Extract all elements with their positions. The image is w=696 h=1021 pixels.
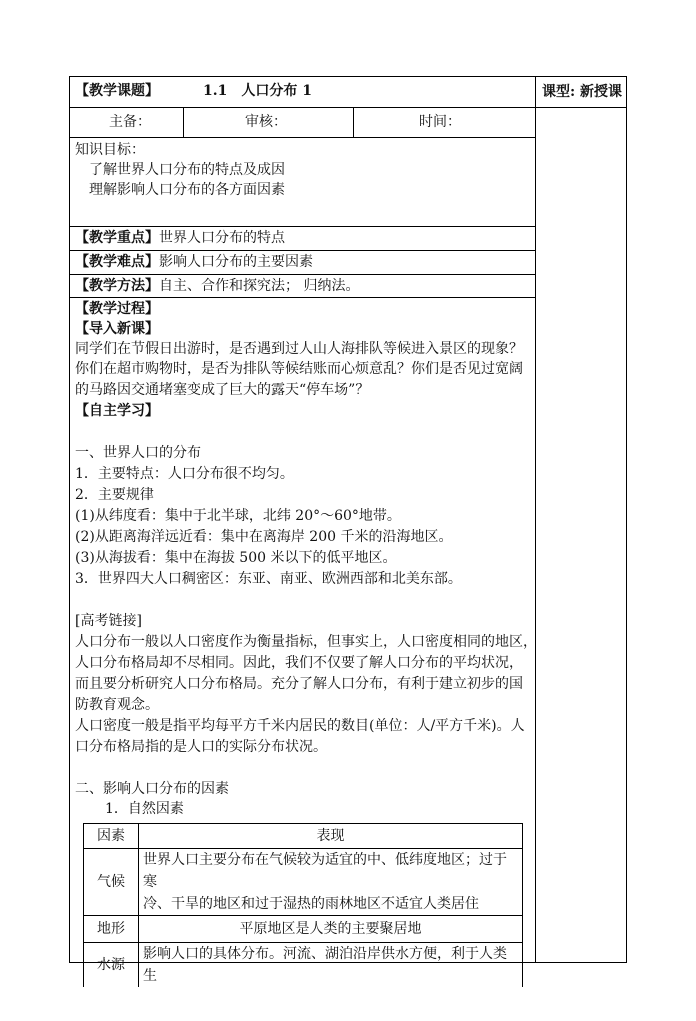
objectives-heading: 知识目标： [75, 142, 145, 158]
header-factor: 因素 [84, 824, 139, 849]
objective-item: 了解世界人口分布的特点及成因 [89, 162, 285, 178]
lesson-type: 课型: 新授课 [542, 84, 623, 100]
s1-line: (1)从纬度看：集中于北半球，北纬 20°～60°地带。 [75, 508, 401, 524]
description-line: 世界人口主要分布在气候较为适宜的中、低纬度地区；过于寒 [143, 852, 507, 890]
header-performance: 表现 [139, 824, 523, 849]
method-row [75, 276, 359, 296]
table-row [84, 916, 523, 943]
s1-line: (2)从距离海洋远近看：集中在离海岸 200 千米的沿海地区。 [75, 529, 453, 545]
method-text: 自主、合作和探究法； 归纳法。 [159, 278, 360, 294]
table-row [84, 943, 523, 988]
staff-divider-1 [183, 107, 184, 137]
lesson-title: 1.1 人口分布 1 [203, 83, 312, 99]
link-line: 人口密度一般是指平均每平方千米内居民的数目(单位：人/平方千米)。人 [75, 718, 525, 734]
row-line-2 [69, 137, 536, 138]
objective-item: 理解影响人口分布的各方面因素 [89, 182, 285, 198]
method-label: 【教学方法】 [75, 278, 159, 294]
link-line: 防教育观念。 [75, 697, 159, 713]
staff-divider-2 [353, 107, 354, 137]
link-line: 而且要分析研究人口分布格局。充分了解人口分布，有利于建立初步的国 [75, 676, 523, 692]
factor-table [83, 823, 523, 987]
section1-heading: 一、世界人口的分布 [75, 445, 201, 461]
table-row [84, 849, 523, 916]
preparer-label: 主备： [109, 114, 151, 130]
difficulty-row [75, 252, 313, 272]
s1-line: 1．主要特点：人口分布很不均匀。 [75, 466, 294, 482]
factor-name: 水源 [84, 943, 139, 988]
section2-heading: 二、影响人口分布的因素 [75, 781, 229, 797]
row-line-1 [69, 107, 627, 108]
key-point-text: 世界人口分布的特点 [159, 230, 285, 246]
factor-description [139, 849, 523, 916]
factor-name: 气候 [84, 849, 139, 916]
difficulty-label: 【教学难点】 [75, 254, 159, 270]
reviewer-label: 审核： [245, 114, 287, 130]
lesson-plan-sheet [69, 76, 627, 984]
intro-line: 同学们在节假日出游时，是否遇到过人山人海排队等候进入景区的现象？ [75, 341, 523, 357]
process-heading: 【教学过程】 [75, 301, 159, 317]
frame-right [626, 76, 627, 963]
lesson-label: 【教学课题】 [75, 83, 159, 99]
self-study-heading: 【自主学习】 [75, 403, 159, 419]
description-line: 冷、干旱的地区和过于湿热的雨林地区不适宜人类居住 [143, 896, 479, 912]
intro-heading: 【导入新课】 [75, 321, 159, 337]
intro-line: 你们在超市购物时，是否为排队等候结账而心烦意乱？你们是否见过宽阔 [75, 361, 523, 377]
link-line: 人口分布一般以人口密度作为衡量指标，但事实上，人口密度相同的地区， [75, 634, 537, 650]
s1-line: 2．主要规律 [75, 487, 154, 503]
factor-description: 平原地区是人类的主要聚居地 [139, 916, 523, 943]
row-line-3 [69, 226, 536, 227]
intro-line: 的马路因交通堵塞变成了巨大的露天“停车场”？ [75, 382, 370, 398]
row-line-6 [69, 297, 536, 298]
frame-left [69, 76, 70, 963]
time-label: 时间： [419, 114, 461, 130]
subsection-natural: 1．自然因素 [105, 801, 184, 817]
factor-description: 影响人口的具体分布。河流、湖泊沿岸供水方便，利于人类生 [139, 943, 523, 988]
key-point-row [75, 228, 285, 248]
s1-line: (3)从海拔看：集中在海拔 500 米以下的低平地区。 [75, 550, 397, 566]
factor-table-header [84, 824, 523, 849]
row-line-5 [69, 274, 536, 275]
s1-line: 3．世界四大人口稠密区：东亚、南亚、欧洲西部和北美东部。 [75, 571, 462, 587]
difficulty-text: 影响人口分布的主要因素 [159, 254, 313, 270]
factor-name: 地形 [84, 916, 139, 943]
key-point-label: 【教学重点】 [75, 230, 159, 246]
link-line: 口分布格局指的是人口的实际分布状况。 [75, 739, 327, 755]
side-column-divider [535, 76, 536, 963]
frame-top [69, 76, 627, 77]
link-heading: [高考链接] [75, 613, 142, 629]
row-line-4 [69, 250, 536, 251]
link-line: 人口分布格局却不尽相同。因此，我们不仅要了解人口分布的平均状况， [75, 655, 523, 671]
